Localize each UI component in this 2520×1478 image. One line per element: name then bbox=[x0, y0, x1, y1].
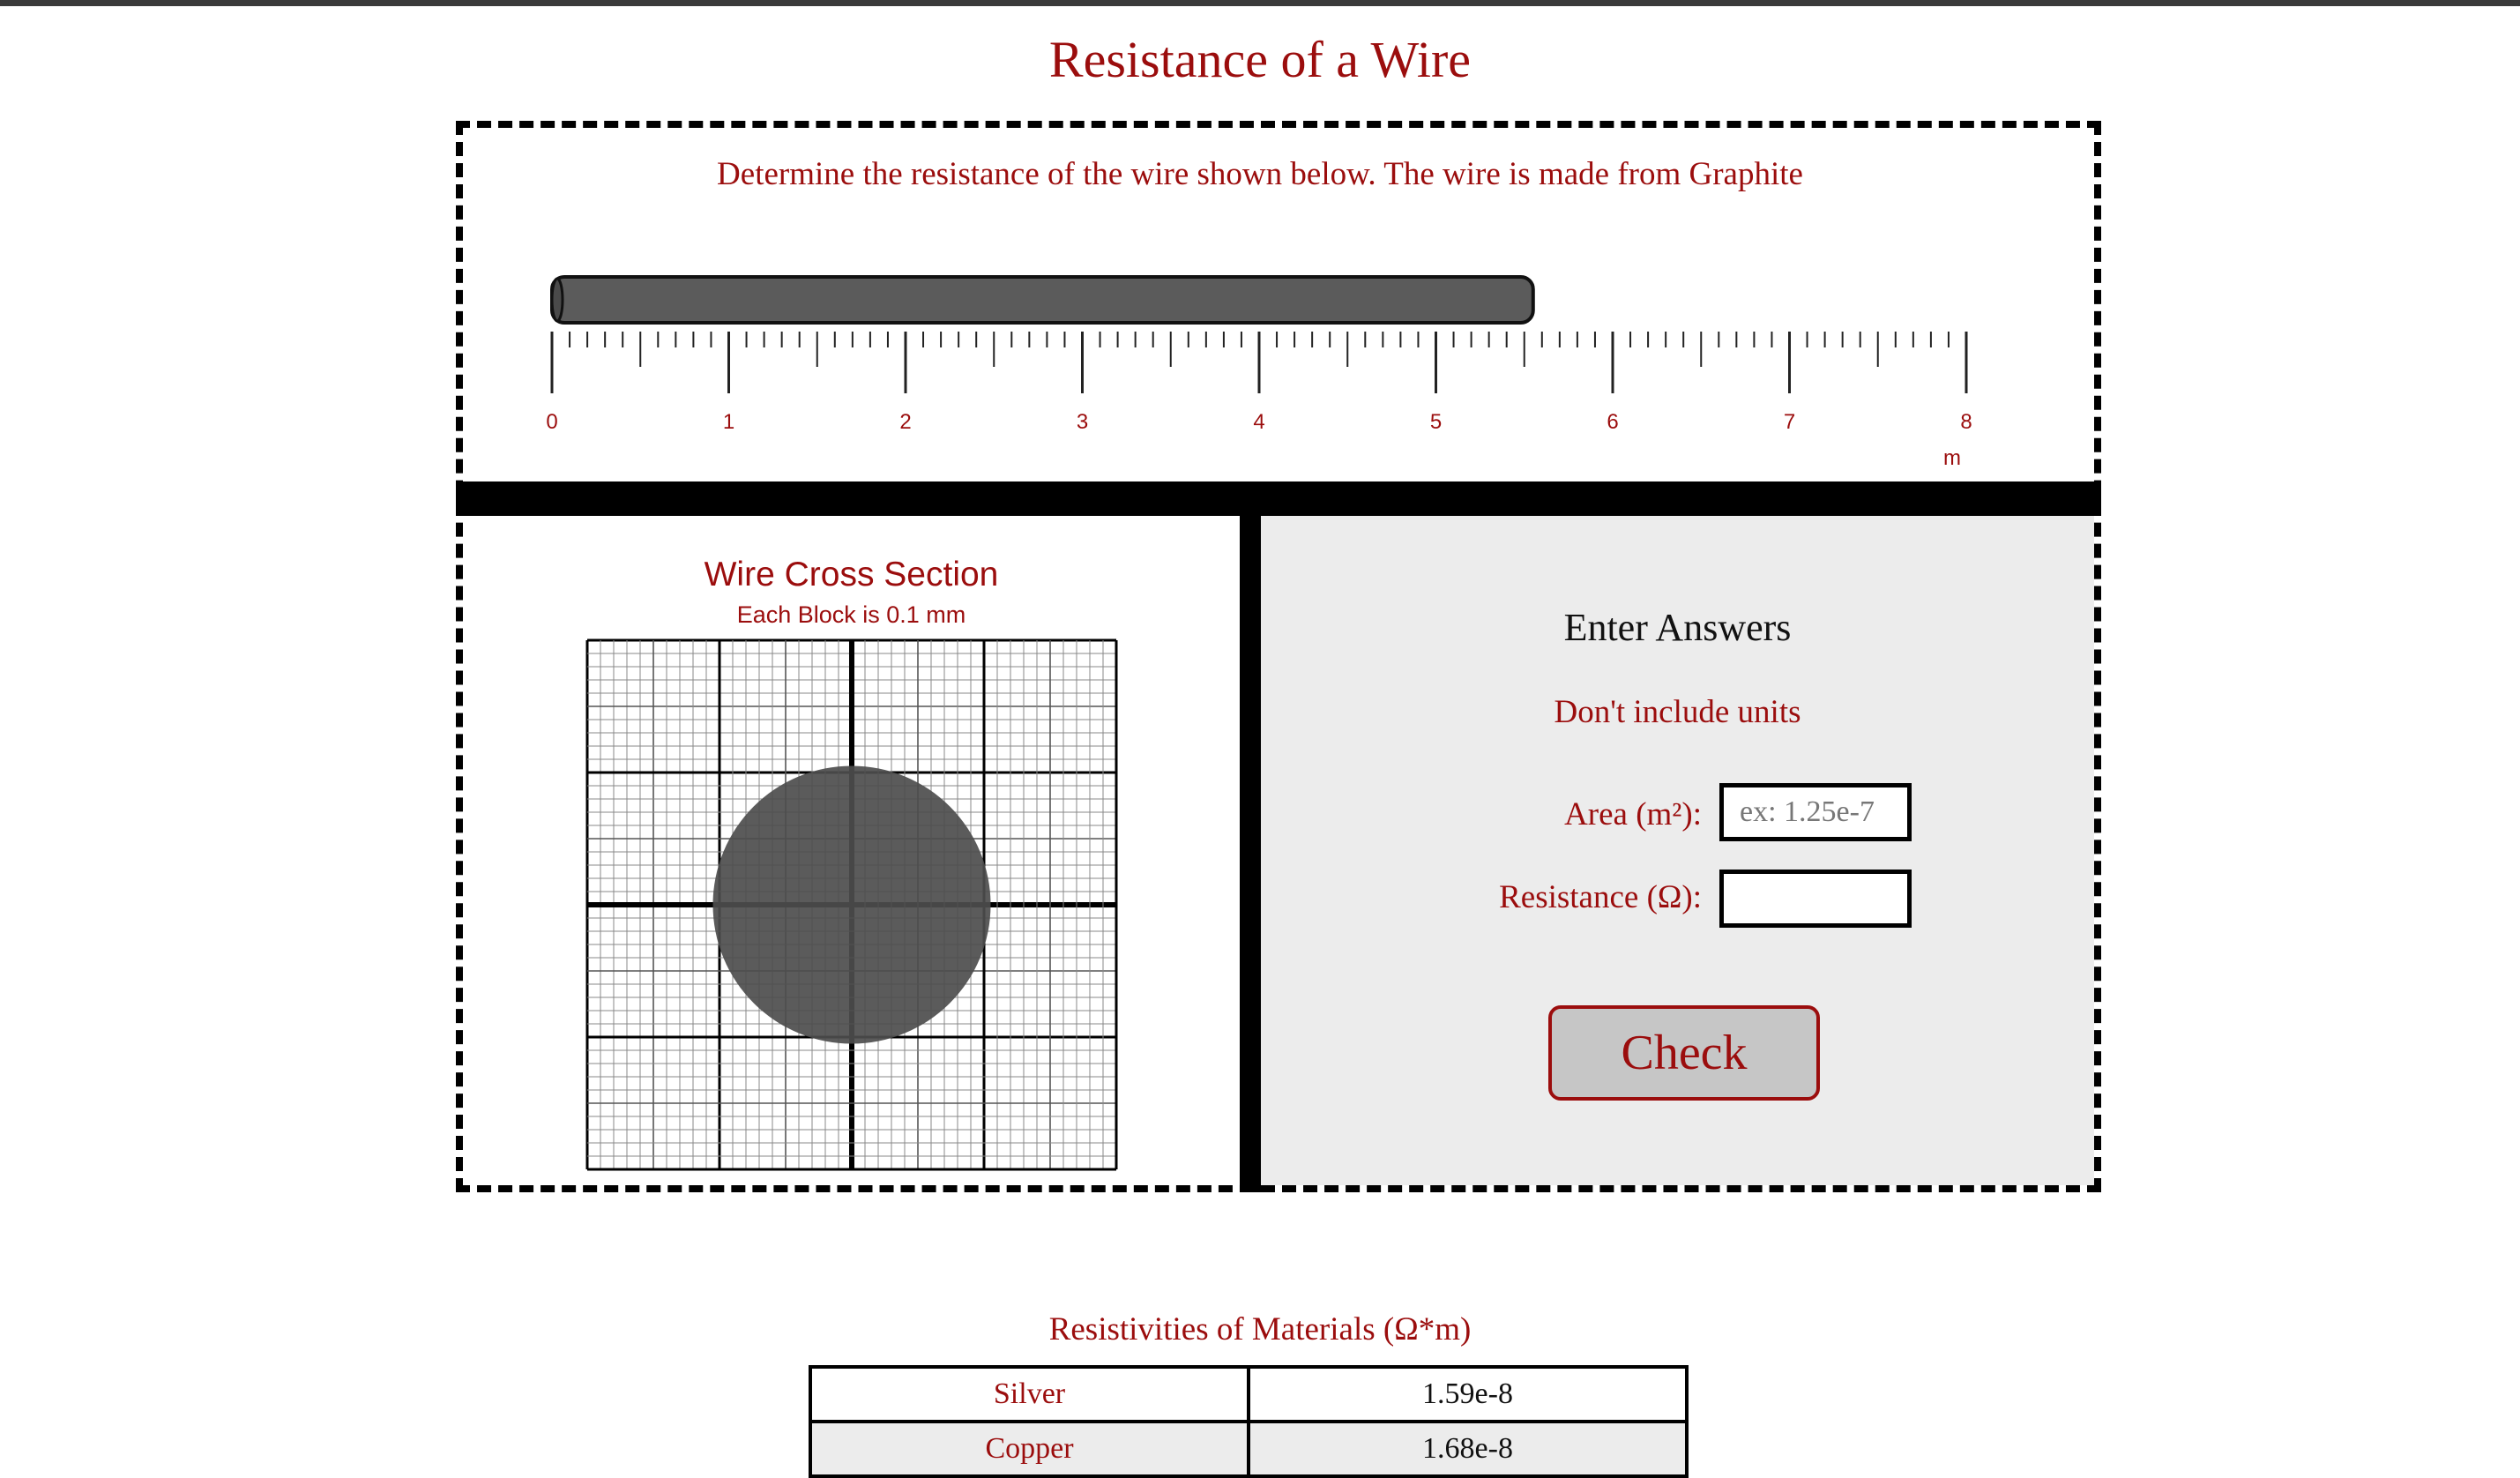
ruler-tick-label: 6 bbox=[1607, 410, 1619, 434]
area-input[interactable] bbox=[1719, 783, 1912, 841]
resistance-input[interactable] bbox=[1719, 870, 1912, 928]
resistivities-title: Resistivities of Materials (Ω*m) bbox=[1048, 1311, 1472, 1347]
material-name: Silver bbox=[810, 1367, 1249, 1422]
resistance-label: Resistance (Ω): bbox=[1499, 879, 1702, 915]
table-row bbox=[810, 1422, 1687, 1476]
ruler-tick-label: 8 bbox=[1960, 410, 1972, 434]
table-row bbox=[810, 1367, 1687, 1422]
page-title: Resistance of a Wire bbox=[1048, 31, 1472, 88]
ruler-tick-label: 3 bbox=[1076, 410, 1089, 434]
area-label: Area (m²): bbox=[1564, 796, 1702, 832]
wire-cross-section-circle bbox=[713, 766, 991, 1044]
ruler-tick-label: 7 bbox=[1783, 410, 1796, 434]
check-button[interactable]: Check bbox=[1548, 1005, 1820, 1101]
material-name: Copper bbox=[810, 1422, 1249, 1476]
material-resistivity: 1.68e-8 bbox=[1249, 1422, 1687, 1476]
vertical-divider bbox=[1240, 516, 1261, 1192]
material-resistivity: 1.59e-8 bbox=[1249, 1367, 1687, 1422]
problem-instruction: Determine the resistance of the wire shown below. The wire is made from Graphite bbox=[717, 156, 1803, 192]
resistivities-table bbox=[809, 1365, 1689, 1478]
ruler-tick-label: 0 bbox=[546, 410, 558, 434]
wire bbox=[552, 277, 1533, 323]
ruler-tick-label: 5 bbox=[1429, 410, 1443, 434]
ruler-tick-label: 4 bbox=[1253, 410, 1265, 434]
ruler-unit-label: m bbox=[1943, 446, 1961, 470]
cross-section-subtitle: Each Block is 0.1 mm bbox=[736, 601, 966, 628]
horizontal-divider bbox=[456, 481, 2101, 516]
wire-end-cap bbox=[552, 279, 563, 321]
ruler-tick-label: 2 bbox=[899, 410, 912, 434]
top-bar bbox=[0, 0, 2520, 6]
ruler-tick-label: 1 bbox=[722, 410, 735, 434]
wire-and-ruler bbox=[529, 265, 1993, 481]
cross-section-title: Wire Cross Section bbox=[704, 556, 999, 593]
cross-section-grid bbox=[585, 638, 1118, 1171]
answers-note: Don't include units bbox=[1554, 694, 1801, 730]
answers-title: Enter Answers bbox=[1563, 606, 1792, 649]
